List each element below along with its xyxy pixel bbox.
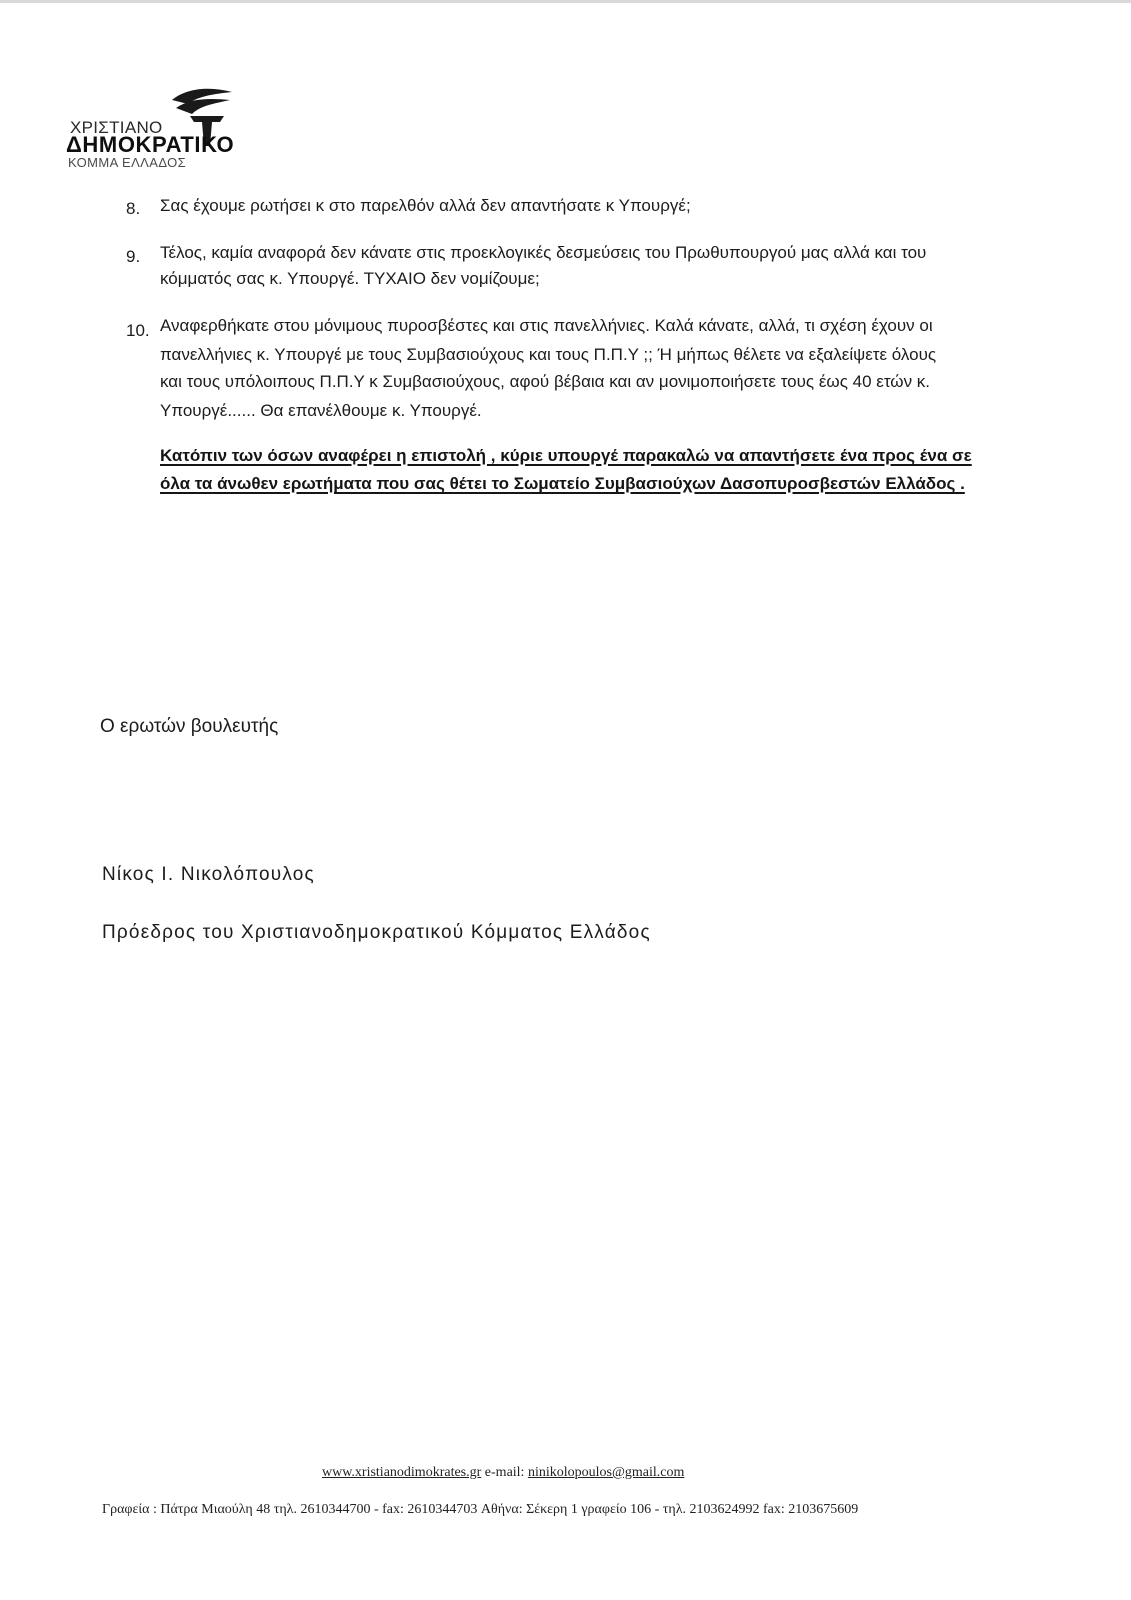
scan-edge <box>0 0 1131 3</box>
email-label: e-mail: <box>484 1465 525 1480</box>
email-link[interactable]: ninikolopoulos@gmail.com <box>527 1465 685 1480</box>
question-text-line: Σας έχουμε ρωτήσει κ στο παρελθόν αλλά δεν απαντήσατε κ Υπουργέ; <box>160 196 691 215</box>
website-link[interactable]: www.xristianodimokrates.gr <box>322 1465 482 1480</box>
party-logo <box>66 86 246 170</box>
question-text-line: Υπουργέ...... Θα επανέλθουμε κ. Υπουργέ. <box>160 401 482 420</box>
logo-line-3: ΚΟΜΜΑ ΕΛΛΑΔΟΣ <box>68 155 187 170</box>
signatory-name: Νίκος Ι. Νικολόπουλος <box>102 864 315 885</box>
signature-label: Ο ερωτών βουλευτής <box>100 716 279 737</box>
question-text-line: και τους υπόλοιπους Π.Π.Υ κ Συμβασιούχους, αφού βέβαια και αν μονιμοποιήσετε τους έως 40 ετών κ. <box>160 372 931 391</box>
question-number: 10. <box>126 321 150 340</box>
question-number: 8. <box>126 199 141 218</box>
question-text-line: κόμματός σας κ. Υπουργέ. ΤΥΧΑΙΟ δεν νομίζουμε; <box>160 269 540 288</box>
question-text-line: Τέλος, καμία αναφορά δεν κάνατε στις προεκλογικές δεσμεύσεις του Πρωθυπουργού μας αλλά και του <box>160 243 927 262</box>
logo-line-2: ΔΗΜΟΚΡΑΤΙΚΟ <box>66 132 235 157</box>
closing-request-line: Κατόπιν των όσων αναφέρει η επιστολή , κύριε υπουργέ παρακαλώ να απαντήσετε ένα προς ένα σε <box>160 446 972 465</box>
logo-line-1: ΧΡΙΣΤΙΑΝΟ <box>70 118 163 137</box>
closing-request-line: όλα τα άνωθεν ερωτήματα που σας θέτει το Σωματείο Συμβασιούχων Δασοπυροσβεστών Ελλάδος . <box>160 474 965 493</box>
question-text-line: πανελλήνιες κ. Υπουργέ με τους Συμβασιούχους και τους Π.Π.Υ ;; Ή μήπως θέλετε να εξαλείψετε όλους <box>160 345 937 364</box>
footer-contact-line <box>322 1465 684 1481</box>
question-text-line: Αναφερθήκατε στου μόνιμους πυροσβέστες και στις πανελλήνιες. Καλά κάνατε, αλλά, τι σχέση έχουν οι <box>160 316 933 335</box>
footer-offices: Γραφεία : Πάτρα Μιαούλη 48 τηλ. 2610344700 - fax: 2610344703 Αθήνα: Σέκερη 1 γραφείο 106 - τηλ. 2103624992 fax: 2103675609 <box>102 1502 859 1517</box>
signatory-title: Πρόεδρος του Χριστιανοδημοκρατικού Κόμματος Ελλάδος <box>102 922 651 943</box>
question-number: 9. <box>126 247 141 266</box>
